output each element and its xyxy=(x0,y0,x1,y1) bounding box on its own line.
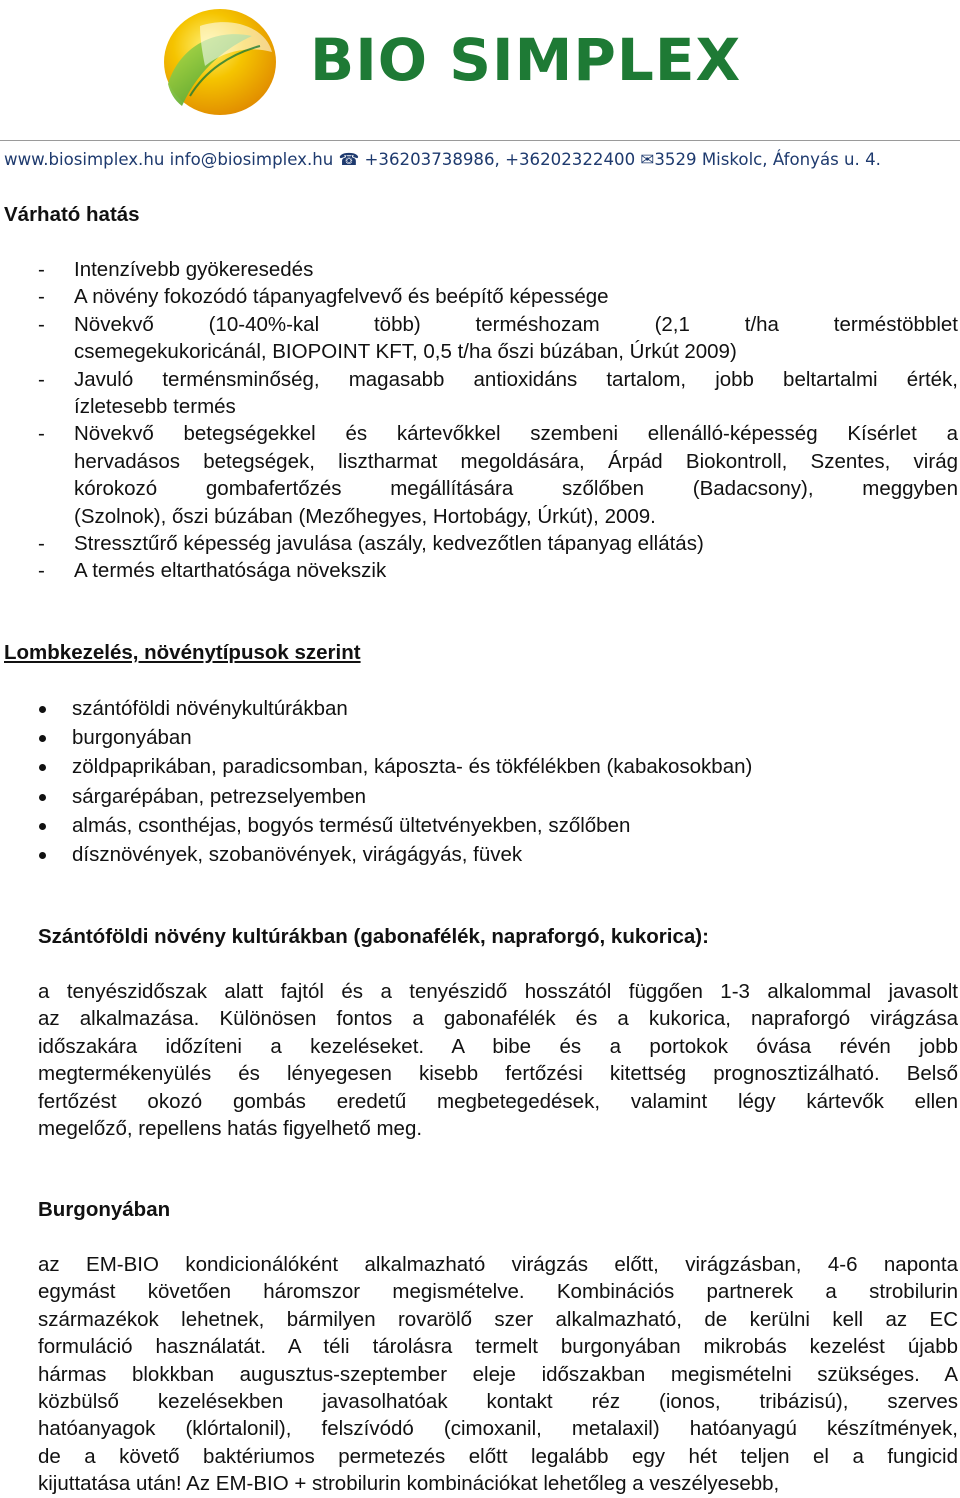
list-dash: - xyxy=(38,422,45,446)
section-title-field-crops: Szántóföldi növény kultúrákban (gabonafélék, napraforgó, kukorica): xyxy=(38,925,709,948)
website-link[interactable]: www.biosimplex.hu xyxy=(4,150,165,169)
leaf-logo-icon xyxy=(160,6,278,118)
list-item-line: A növény fokozódó tápanyagfelvevő és beépítő képessége xyxy=(74,285,609,309)
list-item: zöldpaprikában, paradicsomban, káposzta- és tökfélékben (kabakosokban) xyxy=(72,755,753,779)
list-item xyxy=(74,530,958,557)
list-item-line: A termés eltarthatósága növekszik xyxy=(74,559,387,583)
paragraph-line: az EM-BIO kondicionálóként alkalmazható virágzás előtt, virágzásban, 4-6 naponta xyxy=(38,1253,958,1276)
list-item-line: (Szolnok), őszi búzában (Mezőhegyes, Hortobágy, Úrkút), 2009. xyxy=(74,504,656,528)
list-item xyxy=(74,256,958,283)
paragraph-line: megtermékenyülés és lényegesen kisebb fertőzési kitettség prognosztizálható. Belső xyxy=(38,1062,958,1086)
field-crops-paragraph xyxy=(38,978,958,1142)
list-item xyxy=(74,311,958,366)
list-item xyxy=(74,557,958,584)
contact-bar xyxy=(4,148,960,172)
bullet-icon xyxy=(39,823,46,830)
section-title-expected-effect: Várható hatás xyxy=(4,203,140,226)
envelope-icon: ✉ xyxy=(640,150,655,169)
list-item-line: Növekvő (10-40%-kal több) terméshozam (2,1 t/ha terméstöbblet xyxy=(74,312,958,336)
bullet-icon xyxy=(39,852,46,859)
email-link[interactable]: info@biosimplex.hu xyxy=(169,150,334,169)
bullet-icon xyxy=(39,735,46,742)
list-item: dísznövények, szobanövények, virágágyás, füvek xyxy=(72,843,523,866)
paragraph-line: fertőzést okozó gombás eredetű megbetegedések, valamint légy kártevők ellen xyxy=(38,1089,958,1113)
paragraph-line: közbülső kezelésekben javasolhatóak kontakt réz (ionos, tribázisú), szerves xyxy=(38,1389,958,1413)
header-divider xyxy=(0,140,960,141)
page-header xyxy=(0,0,960,180)
bullet-icon xyxy=(39,706,46,713)
potato-paragraph xyxy=(38,1251,958,1498)
paragraph-line: megelőző, repellens hatás figyelhető meg. xyxy=(38,1116,423,1140)
list-item: almás, csonthéjas, bogyós termésű ültetvényekben, szőlőben xyxy=(72,813,631,837)
paragraph-line: a tenyészidőszak alatt fajtól és a tenyészidő hosszától függően 1-3 alkalommal javasolt xyxy=(38,980,958,1003)
bullet-icon xyxy=(39,764,46,771)
list-dash: - xyxy=(38,367,45,391)
list-dash: - xyxy=(38,258,45,281)
paragraph-line: az alkalmazása. Különösen fontos a gabonafélék és a kukorica, napraforgó virágzása xyxy=(38,1007,958,1031)
list-item: szántóföldi növénykultúrákban xyxy=(72,697,348,720)
logo-text: BIO SIMPLEX xyxy=(310,26,742,94)
telephone-icon: ☎ xyxy=(338,150,360,169)
section-title-foliar-treatment: Lombkezelés, növénytípusok szerint xyxy=(4,641,361,664)
paragraph-line: időszakára időzíteni a kezeléseket. A bibe és a portokok óvása révén jobb xyxy=(38,1034,958,1058)
paragraph-line: hármas blokkban augusztus-szeptember eleje időszakban megismételni szükséges. A xyxy=(38,1362,958,1386)
list-item-line: csemegekukoricánál, BIOPOINT KFT, 0,5 t/ha őszi búzában, Úrkút 2009) xyxy=(74,340,737,364)
paragraph-line: egymást követően háromszor megismételve. Kombinációs partnerek a strobilurin xyxy=(38,1280,958,1304)
list-item-line: kórokozó gombafertőzés megállítására szőlőben (Badacsony), meggyben xyxy=(74,477,958,501)
list-item-line: Stressztűrő képesség javulása (aszály, kedvezőtlen tápanyag ellátás) xyxy=(74,532,704,555)
list-dash: - xyxy=(38,285,45,309)
address: 3529 Miskolc, Áfonyás u. 4. xyxy=(654,150,881,169)
section-title-potato: Burgonyában xyxy=(38,1198,171,1221)
paragraph-line: hatóanyagok (klórtalonil), felszívódó (cimoxanil, metalaxil) hatóanyagú készítmények, xyxy=(38,1417,958,1441)
list-dash: - xyxy=(38,532,45,555)
paragraph-line: de a követő baktériumos permetezés előtt legalább egy hét teljen el a fungicid xyxy=(38,1444,958,1468)
list-item-line: Javuló terménsminőség, magasabb antioxidáns tartalom, jobb beltartalmi érték, xyxy=(74,367,958,391)
bullet-icon xyxy=(39,794,46,801)
list-dash: - xyxy=(38,312,45,336)
list-item-line: Intenzívebb gyökeresedés xyxy=(74,258,314,281)
list-item xyxy=(74,366,958,421)
list-item: sárgarépában, petrezselyemben xyxy=(72,784,367,808)
list-item-line: ízletesebb termés xyxy=(74,394,236,418)
paragraph-line: kijuttatása után! Az EM-BIO + strobilurin kombinációkat lehetőleg a veszélyesebb, xyxy=(38,1472,780,1496)
list-item: burgonyában xyxy=(72,726,192,750)
list-item-line: Növekvő betegségekkel és kártevőkkel szembeni ellenálló-képesség Kísérlet a xyxy=(74,422,958,446)
list-item-line: hervadásos betegségek, lisztharmat megoldására, Árpád Biokontroll, Szentes, virág xyxy=(74,449,958,473)
list-item xyxy=(74,283,958,310)
list-dash: - xyxy=(38,559,45,583)
phone-numbers: +36203738986, +36202322400 xyxy=(364,150,636,169)
paragraph-line: formuláció használatát. A téli tárolásra termelt burgonyában mikrobás kezelést újabb xyxy=(38,1335,958,1359)
paragraph-line: származékok lehetnek, bármilyen rovarölő szer alkalmazható, de kerülni kell az EC xyxy=(38,1307,958,1331)
list-item xyxy=(74,420,958,530)
